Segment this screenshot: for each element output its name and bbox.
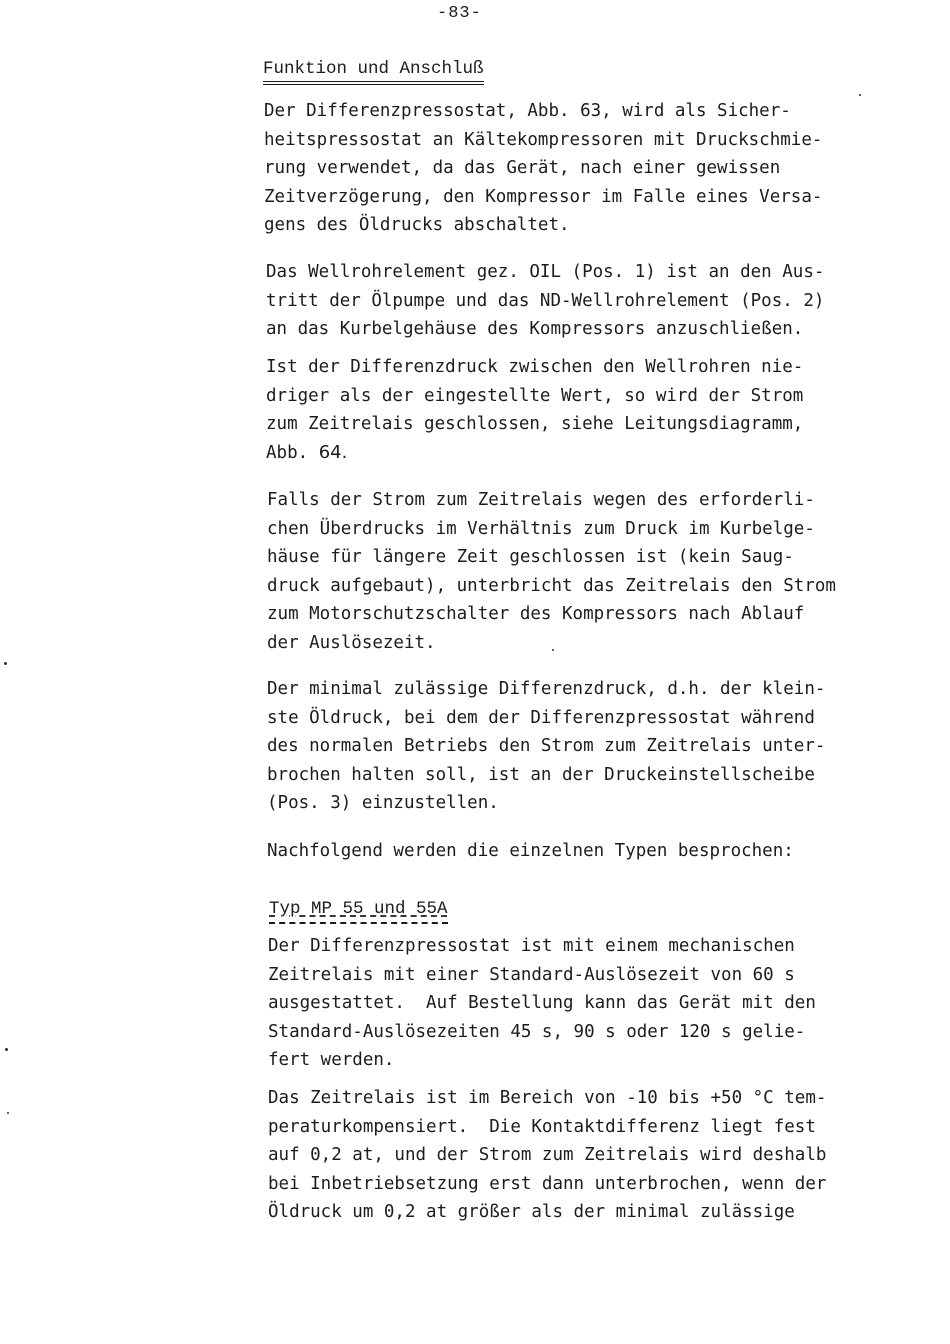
p3-line-1: Ist der Differenzdruck zwischen den Wellrohren nie- xyxy=(266,357,804,377)
p5-line-4: brochen halten soll, ist an der Druckeinstellscheibe xyxy=(267,764,815,785)
p7-line-1: Der Differenzpressostat ist mit einem mechanischen xyxy=(268,936,795,956)
p2-line-1: Das Wellrohrelement gez. OIL (Pos. 1) ist an den Aus- xyxy=(266,262,825,282)
page-number: -83- xyxy=(437,4,482,23)
scan-speck xyxy=(5,1048,8,1051)
p8-line-1: Das Zeitrelais ist im Bereich von -10 bis +50 °C tem- xyxy=(268,1088,827,1108)
paragraph-3 xyxy=(266,353,803,467)
p5-line-3: des normalen Betriebs den Strom zum Zeitrelais unter- xyxy=(267,736,826,756)
p8-line-4: bei Inbetriebsetzung erst dann unterbrochen, wenn der xyxy=(268,1173,827,1194)
p2-line-3: an das Kurbelgehäuse des Kompressors anzuschließen. xyxy=(266,319,804,339)
paragraph-8 xyxy=(268,1084,826,1227)
p1-line-5: gens des Öldrucks abschaltet. xyxy=(264,215,570,235)
p1-line-3: rung verwendet, da das Gerät, nach einer gewissen xyxy=(264,158,781,178)
p4-line-5: zum Motorschutzschalter des Kompressors nach Ablauf xyxy=(267,604,805,624)
scan-speck xyxy=(552,649,554,651)
paragraph-5 xyxy=(267,675,825,818)
p1-line-1: Der Differenzpressostat, Abb. 63, wird als Sicher- xyxy=(264,101,791,121)
paragraph-7 xyxy=(268,932,816,1075)
p4-line-6: der Auslösezeit. xyxy=(267,632,436,653)
p8-line-3: auf 0,2 at, und der Strom zum Zeitrelais wird deshalb xyxy=(268,1145,827,1165)
handwritten-figure-number: 64. xyxy=(318,441,348,463)
p8-line-5: Öldruck um 0,2 at größer als der minimal zulässige xyxy=(268,1202,795,1222)
paragraph-1 xyxy=(264,97,822,240)
scan-speck xyxy=(7,1112,9,1114)
section-heading-typ: Typ MP 55 und 55A xyxy=(269,898,448,924)
paragraph-2 xyxy=(266,258,824,344)
p4-line-4: druck aufgebaut), unterbricht das Zeitrelais den Strom xyxy=(267,575,836,596)
p2-line-2: tritt der Ölpumpe und das ND-Wellrohrelement (Pos. 2) xyxy=(266,290,825,311)
section-heading-funktion: Funktion und Anschluß xyxy=(263,58,484,85)
paragraph-6 xyxy=(267,837,794,866)
p7-line-2: Zeitrelais mit einer Standard-Auslösezeit von 60 s xyxy=(268,964,795,985)
p5-line-1: Der minimal zulässige Differenzdruck, d.h. der klein- xyxy=(267,679,826,699)
p4-line-1: Falls der Strom zum Zeitrelais wegen des erforderli- xyxy=(267,490,815,510)
p3-line-2: driger als der eingestellte Wert, so wird der Strom xyxy=(266,385,804,406)
p4-line-3: häuse für längere Zeit geschlossen ist (kein Saug- xyxy=(267,547,794,567)
scan-speck xyxy=(859,94,861,96)
p5-line-5: (Pos. 3) einzustellen. xyxy=(267,793,499,813)
p3-line-3: zum Zeitrelais geschlossen, siehe Leitungsdiagramm, xyxy=(266,414,804,434)
p6-line-1: Nachfolgend werden die einzelnen Typen besprochen: xyxy=(267,841,794,861)
p5-line-2: ste Öldruck, bei dem der Differenzpressostat während xyxy=(267,707,815,728)
p7-line-3: ausgestattet. Auf Bestellung kann das Gerät mit den xyxy=(268,993,816,1013)
p3-line-4-prefix: Abb. xyxy=(266,442,319,463)
paragraph-4 xyxy=(267,486,836,657)
p1-line-4: Zeitverzögerung, den Kompressor im Falle eines Versa- xyxy=(264,186,823,207)
p1-line-2: heitspressostat an Kältekompressoren mit Druckschmie- xyxy=(264,129,823,150)
p7-line-5: fert werden. xyxy=(268,1050,395,1070)
p4-line-2: chen Überdrucks im Verhältnis zum Druck im Kurbelge- xyxy=(267,518,815,539)
p8-line-2: peraturkompensiert. Die Kontaktdifferenz liegt fest xyxy=(268,1116,816,1137)
p7-line-4: Standard-Auslösezeiten 45 s, 90 s oder 120 s gelie- xyxy=(268,1021,806,1042)
scan-speck xyxy=(4,662,7,665)
